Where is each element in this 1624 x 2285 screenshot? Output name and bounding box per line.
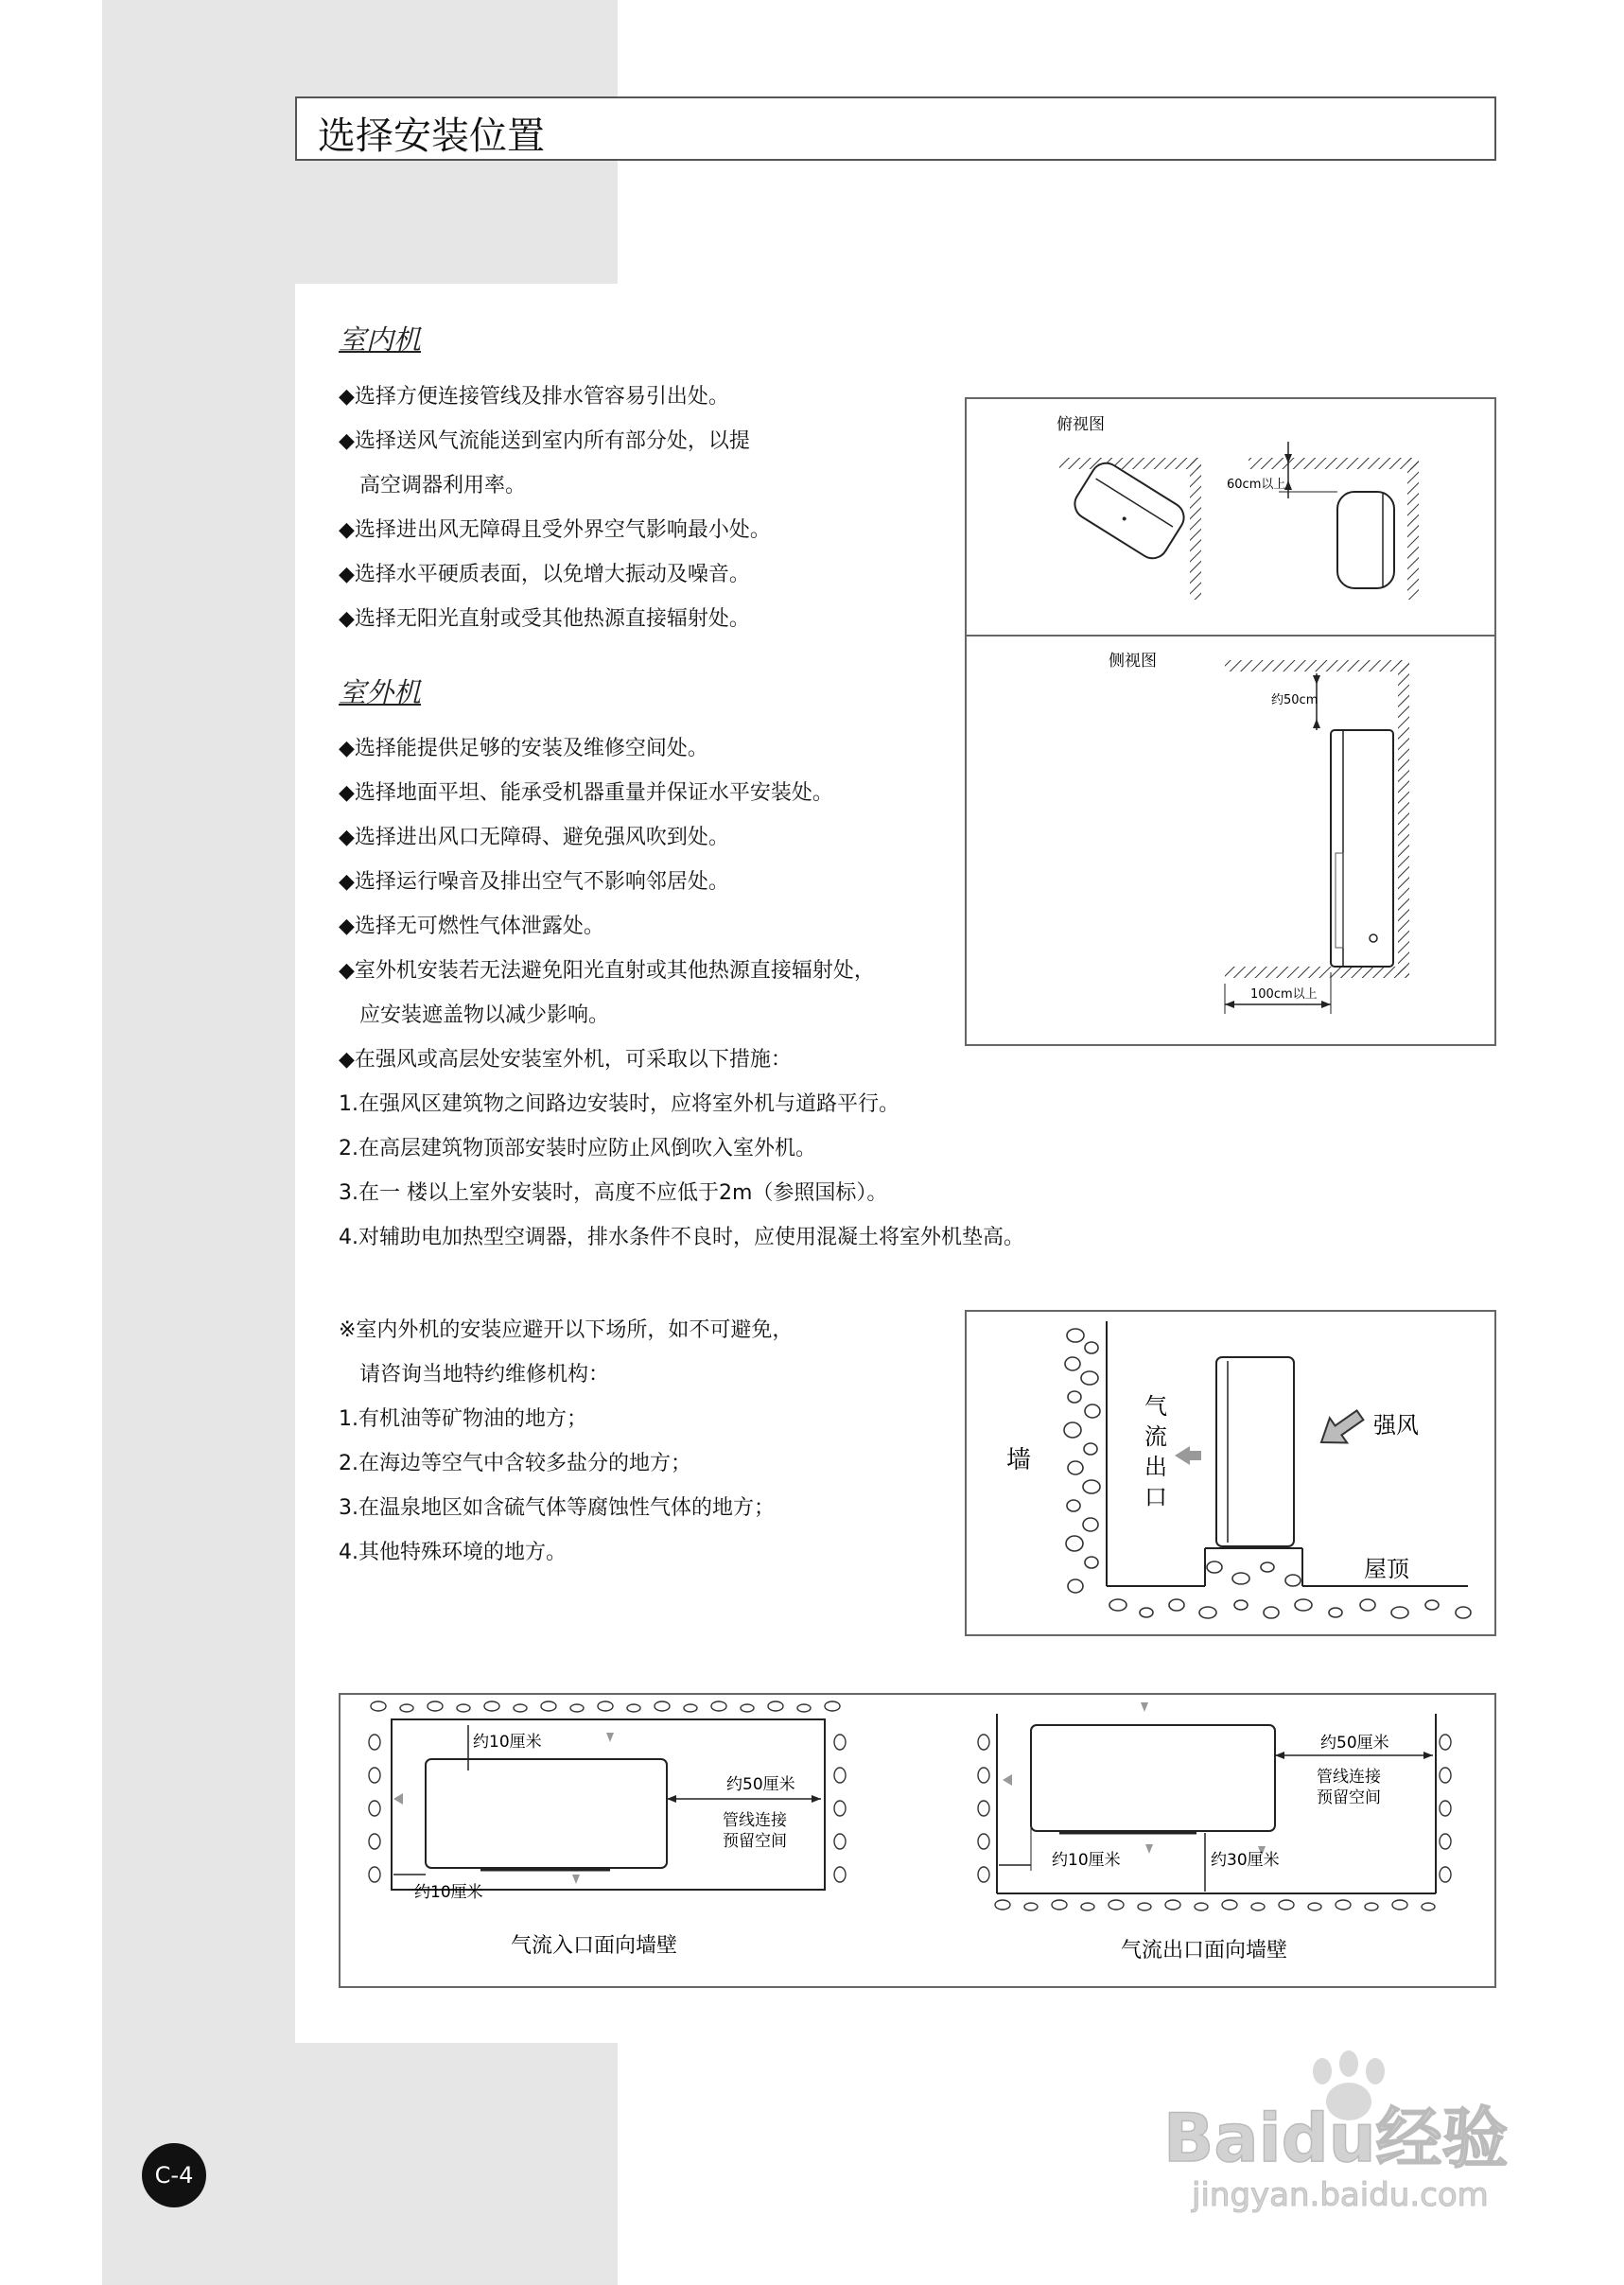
list-item: ◆选择地面平坦、能承受机器重量并保证水平安装处。: [339, 781, 833, 805]
left-caption: 气流入口面向墙壁: [511, 1934, 678, 1958]
outlet-arrow-icon: [1175, 1446, 1190, 1465]
list-item: 4.其他特殊环境的地方。: [339, 1541, 567, 1564]
list-item: 4.对辅助电加热型空调器，排水条件不良时，应使用混凝土将室外机垫高。: [339, 1226, 1024, 1249]
watermark-brand: Baidu经验: [1163, 2100, 1509, 2177]
list-item: ◆选择送风气流能送到室内所有部分处，以提: [339, 429, 750, 453]
watermark-url: jingyan.baidu.com: [1192, 2176, 1489, 2214]
outdoor-heading: 室外机: [339, 676, 422, 708]
wind-label: 强风: [1373, 1412, 1419, 1439]
list-item: ◆室外机安装若无法避免阳光直射或其他热源直接辐射处，: [339, 959, 875, 983]
left-top-label: 约10厘米: [473, 1733, 542, 1752]
left-bottom-label: 约10厘米: [414, 1883, 483, 1902]
right-bottom-right-label: 约30厘米: [1211, 1851, 1280, 1870]
indoor-heading: 室内机: [339, 323, 422, 356]
baidu-watermark: [1154, 2043, 1532, 2223]
right-bottom-left-label: 约10厘米: [1052, 1851, 1121, 1870]
list-item: 高空调器利用率。: [339, 474, 527, 497]
right-right-sub2: 预留空间: [1317, 1788, 1381, 1807]
page-title: 选择安装位置: [318, 114, 545, 158]
side-view-label: 侧视图: [1109, 652, 1157, 671]
indoor-unit-left: [426, 1759, 667, 1868]
left-right-sub1: 管线连接: [723, 1811, 787, 1830]
outlet-label-2: 流: [1144, 1423, 1167, 1450]
list-item: ◆选择进出风无障碍且受外界空气影响最小处。: [339, 518, 771, 542]
list-item: 应安装遮盖物以减少影响。: [339, 1003, 610, 1027]
list-item: 请咨询当地特约维修机构：: [339, 1363, 610, 1387]
side-front-label: 100cm以上: [1250, 987, 1318, 1002]
list-item: 2.在海边等空气中含较多盐分的地方；: [339, 1452, 691, 1475]
wind-arrow-icon: [1313, 1403, 1369, 1455]
page-title-box: [295, 96, 1496, 161]
list-item: ※室内外机的安装应避开以下场所，如不可避免，: [339, 1318, 794, 1342]
clearance-figure: [339, 1693, 1496, 1988]
list-item: 1.有机油等矿物油的地方；: [339, 1407, 587, 1431]
outdoor-wind-drawing: [967, 1312, 1494, 1634]
indoor-list: [339, 375, 771, 641]
top-gap-label: 60cm以上: [1227, 478, 1286, 492]
list-item: ◆选择水平硬质表面，以免增大振动及噪音。: [339, 563, 750, 586]
clearance-drawing: [341, 1695, 1494, 1986]
avoid-list: [339, 1308, 793, 1575]
right-caption: 气流出口面向墙壁: [1121, 1939, 1288, 1962]
outdoor-unit: [1216, 1357, 1294, 1546]
top-view-label: 俯视图: [1056, 415, 1105, 434]
floor-standing-unit: [1331, 730, 1393, 967]
indoor-clearance-figure: [965, 397, 1496, 1046]
list-item: ◆选择能提供足够的安装及维修空间处。: [339, 737, 708, 760]
list-item: ◆选择无可燃性气体泄露处。: [339, 915, 604, 938]
outlet-label-3: 出: [1144, 1454, 1167, 1480]
list-item: ◆选择运行噪音及排出空气不影响邻居处。: [339, 870, 729, 894]
indoor-unit-right: [1031, 1725, 1275, 1831]
list-item: ◆选择方便连接管线及排水管容易引出处。: [339, 385, 729, 409]
list-item: 2.在高层建筑物顶部安装时应防止风倒吹入室外机。: [339, 1137, 816, 1160]
right-right-sub1: 管线连接: [1317, 1768, 1381, 1787]
left-right-sub2: 预留空间: [723, 1832, 787, 1851]
page-number-badge: C-4: [142, 2143, 206, 2207]
side-top-label: 约50cm: [1271, 693, 1318, 707]
roof-label: 屋顶: [1364, 1556, 1409, 1582]
list-item: ◆选择进出风口无障碍、避免强风吹到处。: [339, 826, 729, 849]
indoor-unit-wall: [1337, 492, 1394, 588]
list-item: ◆选择无阳光直射或受其他热源直接辐射处。: [339, 607, 750, 631]
outlet-label-4: 口: [1144, 1484, 1167, 1510]
outdoor-wind-figure: [965, 1310, 1496, 1636]
right-right-label: 约50厘米: [1320, 1734, 1389, 1753]
list-item: ◆在强风或高层处安装室外机，可采取以下措施：: [339, 1048, 792, 1072]
outdoor-list: [339, 726, 1024, 1260]
indoor-clearance-drawing: [967, 399, 1494, 1044]
left-right-label: 约50厘米: [726, 1775, 795, 1794]
list-item: 3.在温泉地区如含硫气体等腐蚀性气体的地方；: [339, 1496, 775, 1520]
indoor-unit-corner: [1069, 458, 1189, 565]
list-item: 3.在一 楼以上室外安装时，高度不应低于2m（参照国标）。: [339, 1181, 888, 1205]
list-item: 1.在强风区建筑物之间路边安装时，应将室外机与道路平行。: [339, 1092, 899, 1116]
outlet-label-1: 气: [1144, 1393, 1167, 1420]
wall-label: 墙: [1006, 1446, 1032, 1474]
